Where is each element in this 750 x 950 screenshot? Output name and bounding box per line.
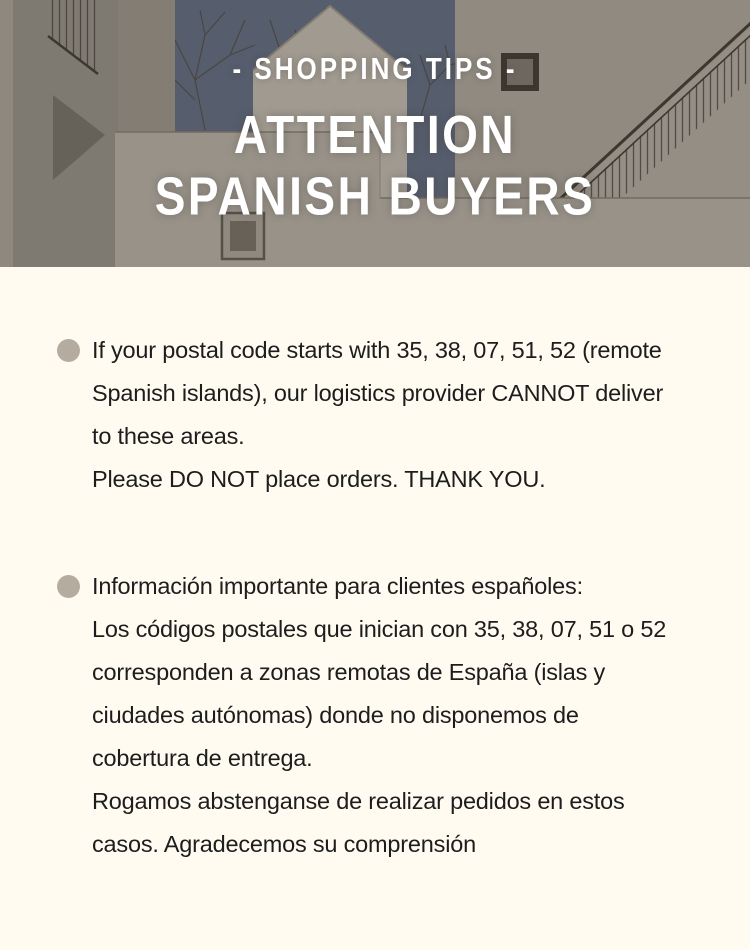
notice-item-spanish — [57, 565, 710, 866]
hero-eyebrow: - SHOPPING TIPS - — [232, 51, 518, 86]
notice-line: corresponden a zonas remotas de España (islas y — [92, 659, 606, 685]
notice-text — [92, 565, 666, 866]
bullet-dot — [57, 339, 80, 362]
notice-line: casos. Agradecemos su comprensión — [92, 831, 476, 857]
notice-line: If your postal code starts with 35, 38, 07, 51, 52 (remote — [92, 337, 662, 363]
notice-line: Los códigos postales que inician con 35, 38, 07, 51 o 52 — [92, 616, 667, 642]
notice-item-english — [57, 329, 710, 501]
notice-line: ciudades autónomas) donde no disponemos de — [92, 702, 579, 728]
notice-text — [92, 329, 663, 501]
notice-list — [0, 267, 750, 866]
notice-line: Please DO NOT place orders. THANK YOU. — [92, 466, 546, 492]
bullet-dot — [57, 575, 80, 598]
notice-line: Spanish islands), our logistics provider CANNOT deliver — [92, 380, 664, 406]
hero-title-line-1: ATTENTION — [233, 104, 517, 165]
notice-line: to these areas. — [92, 423, 245, 449]
notice-line: cobertura de entrega. — [92, 745, 313, 771]
hero-text-block — [0, 50, 750, 227]
notice-line: Rogamos abstenganse de realizar pedidos en estos — [92, 788, 625, 814]
hero-banner — [0, 0, 750, 267]
notice-line: Información importante para clientes españoles: — [92, 573, 583, 599]
hero-title-line-2: SPANISH BUYERS — [154, 166, 596, 227]
